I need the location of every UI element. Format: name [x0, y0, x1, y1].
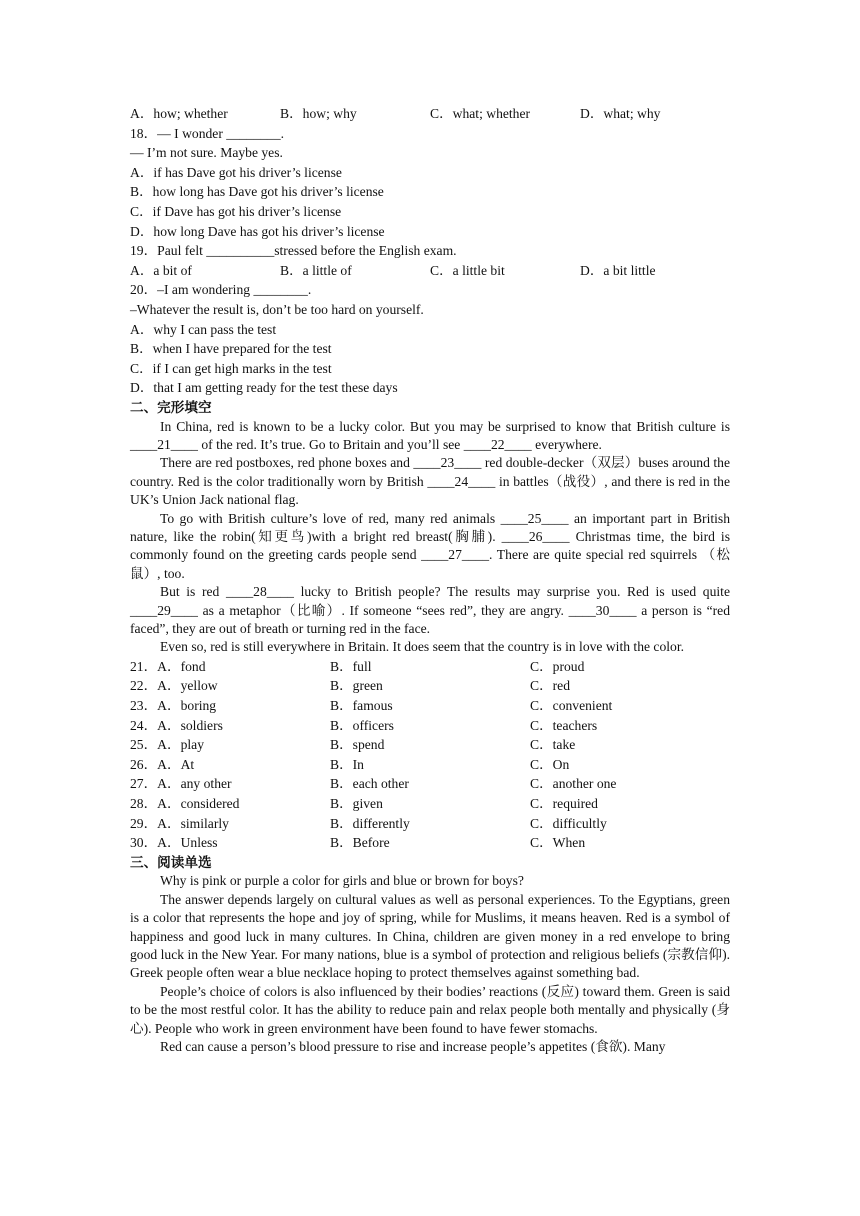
option-b: B．each other [330, 776, 409, 792]
cloze-option-row [130, 774, 730, 794]
option-a: 25．A．play [130, 737, 205, 753]
option-a: 22．A．yellow [130, 678, 218, 694]
text: in battles（战役）, and there is red in the UK’s Union Jack national flag. [130, 473, 730, 508]
q20-option-b: B．when I have prepared for the test [130, 341, 332, 357]
blank-28: ____28____ [225, 584, 294, 600]
option-b: B．spend [330, 737, 385, 753]
option-c: C．a little bit [430, 262, 505, 278]
text: . There are quite special red squirrels （松鼠）, too. [130, 547, 731, 581]
text: as a metaphor（比喻）. If someone “sees red”, they are angry. [197, 602, 569, 618]
section-reading-title: 三、阅读单选 [130, 854, 212, 870]
option-c: C．take [530, 737, 576, 753]
option-a: 30．A．Unless [130, 835, 218, 851]
cloze-option-row [130, 657, 730, 677]
option-b: B．how; why [280, 106, 357, 121]
option-c: C．red [530, 678, 571, 694]
q18-option-b: B．how long has Dave got his driver’s license [130, 184, 384, 200]
cloze-option-row [130, 755, 730, 775]
blank-29: ____29____ [130, 602, 198, 618]
q20-stem: 20．–I am wondering ________. [130, 282, 312, 298]
text: In China, red is known to be a lucky color. But you may be surprised to know that British culture is [160, 418, 730, 434]
q18-option-d: D．how long Dave has got his driver’s license [130, 223, 385, 239]
q19-options [130, 261, 730, 281]
q18-stem: 18．— I wonder ________. [130, 125, 285, 141]
q20-reply: –Whatever the result is, don’t be too hard on yourself. [130, 301, 424, 317]
q18-option-a: A．if has Dave got his driver’s license [130, 164, 342, 180]
option-c: C．When [530, 835, 586, 851]
cloze-paragraph-1 [130, 418, 730, 455]
text: Christmas time, the bird is commonly found on the greeting cards people send [130, 528, 730, 563]
option-b: B．given [330, 795, 383, 811]
reading-paragraph-2: The answer depends largely on cultural values as well as personal experiences. To the Egyptians, green is a color that represents the hope and joy of spring, while for Muslims, it means heaven. Red is a symbol of happiness and good luck in many cultures. In China, children are given money in a red envelope to bring good luck in the New Year. For many nations, blue is a symbol of protection and religious beliefs (宗教信仰). Greek people often wear a blue necklace hoping to protect themselves against something bad. [130, 891, 730, 981]
cloze-paragraph-4 [130, 583, 730, 638]
cloze-option-row [130, 794, 730, 814]
cloze-option-row [130, 716, 730, 736]
option-c: C．proud [530, 658, 585, 674]
text: everywhere. [531, 436, 602, 452]
cloze-option-row [130, 735, 730, 755]
option-b: B．Before [330, 835, 390, 851]
option-d: D．what; why [580, 106, 661, 121]
option-a: A．a bit of [130, 262, 192, 278]
cloze-options [130, 657, 730, 853]
cloze-paragraph-3 [130, 510, 730, 584]
option-c: C．difficultly [530, 815, 607, 831]
blank-27: ____27____ [421, 547, 490, 563]
reading-paragraph-4: Red can cause a person’s blood pressure to rise and increase people’s appetites (食欲). Many [160, 1038, 666, 1054]
blank-26: ____26____ [501, 528, 570, 544]
text: lucky to British people? The results may surprise you. Red is used quite [293, 584, 730, 600]
option-d: D．a bit little [580, 262, 656, 278]
option-c: C．required [530, 795, 598, 811]
cloze-option-row [130, 696, 730, 716]
option-b: B．differently [330, 815, 410, 831]
option-b: B．a little of [280, 262, 352, 278]
option-a: 21．A．fond [130, 658, 206, 674]
text: a person is “red faced”, they are out of breath or turning red in the face. [130, 602, 730, 636]
option-c: C．what; whether [430, 106, 531, 121]
cloze-paragraph-2 [130, 454, 730, 509]
option-a: 26．A．At [130, 756, 195, 772]
text: of the red. It’s true. Go to Britain and you’ll see [197, 436, 464, 452]
option-c: C．teachers [530, 717, 598, 733]
text: an important part in British nature, like the robin(知更鸟)with a bright red breast(胸脯). [130, 510, 731, 544]
text: But is red [160, 584, 226, 600]
exam-page [130, 104, 730, 1056]
blank-22: ____22____ [463, 436, 532, 452]
cloze-option-row [130, 814, 730, 834]
option-b: B．full [330, 658, 372, 674]
q20-option-a: A．why I can pass the test [130, 321, 277, 337]
q18-option-c: C．if Dave has got his driver’s license [130, 203, 342, 219]
q18-reply: — I’m not sure. Maybe yes. [130, 145, 283, 161]
text: There are red postboxes, red phone boxes and [160, 455, 414, 471]
option-b: B．green [330, 678, 383, 694]
option-c: C．On [530, 756, 570, 772]
option-a: 29．A．similarly [130, 815, 229, 831]
q19-stem: 19．Paul felt __________stressed before the English exam. [130, 243, 457, 259]
blank-25: ____25____ [500, 510, 569, 526]
blank-24: ____24____ [427, 473, 496, 489]
reading-paragraph-1: Why is pink or purple a color for girls and blue or brown for boys? [160, 873, 524, 889]
option-b: B．famous [330, 697, 393, 713]
option-a: A．how; whether [130, 106, 228, 121]
q20-option-c: C．if I can get high marks in the test [130, 360, 332, 376]
option-c: C．convenient [530, 697, 613, 713]
q20-option-d: D．that I am getting ready for the test these days [130, 380, 398, 396]
cloze-paragraph-5: Even so, red is still everywhere in Britain. It does seem that the country is in love with the color. [160, 639, 684, 655]
cloze-option-row [130, 676, 730, 696]
option-c: C．another one [530, 776, 617, 792]
text: red double-decker（双层）buses around the country. Red is the color traditionally worn by British [130, 455, 730, 489]
option-a: 27．A．any other [130, 776, 232, 792]
blank-30: ____30____ [568, 602, 637, 618]
cloze-option-row [130, 833, 730, 853]
option-b: B．officers [330, 717, 394, 733]
blank-23: ____23____ [413, 455, 482, 471]
q17-options [130, 104, 730, 124]
option-a: 23．A．boring [130, 697, 217, 713]
option-b: B．In [330, 756, 364, 772]
blank-21: ____21____ [130, 436, 198, 452]
option-a: 28．A．considered [130, 795, 240, 811]
text: To go with British culture’s love of red, many red animals [160, 510, 501, 526]
section-cloze-title: 二、完形填空 [130, 399, 212, 415]
option-a: 24．A．soldiers [130, 717, 223, 733]
reading-paragraph-3: People’s choice of colors is also influenced by their bodies’ reactions (反应) toward them. Green is said to be the most restful color. It has the ability to reduce pain and relax people both mentally and physically (身心). People who work in green environment have been found to have fewer stomachs. [130, 983, 730, 1036]
